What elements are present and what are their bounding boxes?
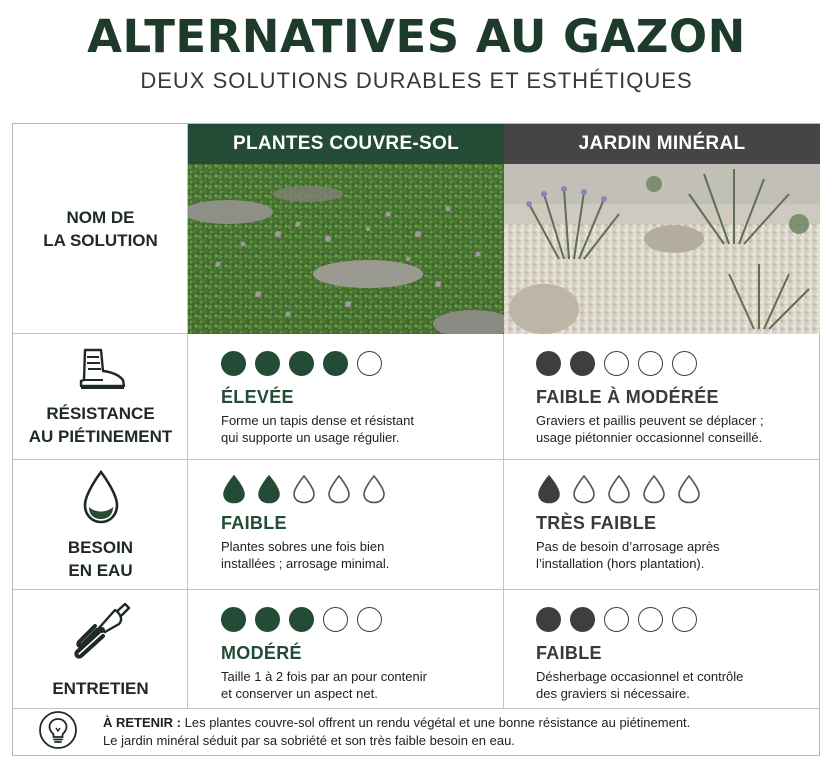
rating-dot-empty: [672, 351, 697, 376]
rating-dot-filled: [536, 351, 561, 376]
rating-level: TRÈS FAIBLE: [536, 513, 657, 533]
description-line: Désherbage occasionnel et contrôle: [536, 669, 744, 684]
rating-dots: [221, 350, 501, 376]
row-label-line: ENTRETIEN: [52, 678, 149, 698]
rating-dots: [536, 350, 818, 376]
rating-drop-empty: [641, 474, 667, 504]
rating-drop-filled: [221, 474, 247, 504]
rating-drops: [536, 476, 818, 502]
mineral-garden-photo: [504, 164, 820, 334]
rating-drop-filled: [536, 474, 562, 504]
description-line: installées ; arrosage minimal.: [221, 556, 390, 571]
rating-dot-filled: [221, 607, 246, 632]
rating-drop-empty: [326, 474, 352, 504]
row-label-maintenance: [13, 590, 188, 709]
row-label-line: NOM DE: [66, 208, 135, 227]
rating-dot-empty: [323, 607, 348, 632]
resistance-mineral-cell: [536, 350, 818, 446]
rating-drop-filled: [256, 474, 282, 504]
rating-description: [536, 538, 818, 572]
row-label-line: EN EAU: [68, 560, 133, 580]
description-line: l’installation (hors plantation).: [536, 556, 705, 571]
row-label-line: LA SOLUTION: [43, 231, 158, 250]
rating-dot-filled: [221, 351, 246, 376]
row-label-solution-name: [13, 124, 188, 334]
maintenance-covers-cell: [221, 606, 501, 702]
rating-description: [221, 412, 501, 446]
rating-dot-filled: [536, 607, 561, 632]
column-header-covers: PLANTES COUVRE-SOL: [188, 124, 504, 164]
rating-description: [536, 668, 818, 702]
water-covers-cell: [221, 476, 501, 572]
takeaway-footer: [13, 709, 819, 755]
rating-description: [221, 538, 501, 572]
description-line: Forme un tapis dense et résistant: [221, 413, 414, 428]
rating-dot-empty: [604, 607, 629, 632]
rating-drops: [221, 476, 501, 502]
rating-level: FAIBLE: [536, 643, 602, 663]
rating-drop-empty: [571, 474, 597, 504]
rating-description: [221, 668, 501, 702]
rating-dot-empty: [638, 607, 663, 632]
rating-dot-empty: [357, 351, 382, 376]
boot-icon: [73, 347, 129, 396]
description-line: Taille 1 à 2 fois par an pour contenir: [221, 669, 427, 684]
description-line: qui supporte un usage régulier.: [221, 430, 400, 445]
rating-level: FAIBLE: [221, 513, 287, 533]
rating-drop-empty: [606, 474, 632, 504]
row-label-line: RÉSISTANCE: [46, 403, 155, 423]
row-label-line: AU PIÉTINEMENT: [28, 426, 173, 446]
rating-dot-empty: [357, 607, 382, 632]
rating-dot-filled: [289, 351, 314, 376]
water-mineral-cell: [536, 476, 818, 572]
rating-drop-empty: [361, 474, 387, 504]
rating-drop-empty: [676, 474, 702, 504]
description-line: usage piétonnier occasionnel conseillé.: [536, 430, 763, 445]
rating-dot-filled: [570, 607, 595, 632]
page-title: ALTERNATIVES AU GAZON: [87, 10, 746, 63]
rating-dot-filled: [289, 607, 314, 632]
takeaway-line: Les plantes couvre-sol offrent un rendu végétal et une bonne résistance au piétinement.: [184, 715, 691, 730]
rating-level: ÉLEVÉE: [221, 387, 294, 407]
rating-dots: [536, 606, 818, 632]
description-line: Pas de besoin d’arrosage après: [536, 539, 720, 554]
rating-dot-empty: [672, 607, 697, 632]
description-line: et conserver un aspect net.: [221, 686, 378, 701]
description-line: Plantes sobres une fois bien: [221, 539, 385, 554]
rating-dot-filled: [570, 351, 595, 376]
comparison-table: [12, 123, 820, 756]
lightbulb-icon: [38, 710, 78, 755]
rating-dot-filled: [255, 351, 280, 376]
resistance-covers-cell: [221, 350, 501, 446]
rating-dots: [221, 606, 501, 632]
pruning-shears-icon: [69, 600, 133, 665]
row-label-resistance: [13, 334, 188, 460]
rating-dot-filled: [255, 607, 280, 632]
page-subtitle: DEUX SOLUTIONS DURABLES ET ESTHÉTIQUES: [140, 68, 693, 93]
rating-dot-empty: [604, 351, 629, 376]
rating-dot-filled: [323, 351, 348, 376]
description-line: Graviers et paillis peuvent se déplacer ;: [536, 413, 764, 428]
row-label-line: BESOIN: [67, 537, 134, 557]
rating-dot-empty: [638, 351, 663, 376]
takeaway-line: Le jardin minéral séduit par sa sobriété et son très faible besoin en eau.: [103, 733, 515, 748]
maintenance-mineral-cell: [536, 606, 818, 702]
ground-cover-photo: [188, 164, 504, 334]
takeaway-label: À RETENIR :: [103, 715, 181, 730]
description-line: des graviers si nécessaire.: [536, 686, 690, 701]
rating-level: MODÉRÉ: [221, 643, 302, 663]
takeaway-note: [103, 714, 690, 750]
rating-description: [536, 412, 818, 446]
column-header-mineral: JARDIN MINÉRAL: [504, 124, 820, 164]
rating-drop-empty: [291, 474, 317, 504]
water-drop-icon: [81, 469, 121, 530]
rating-level: FAIBLE À MODÉRÉE: [536, 387, 719, 407]
row-label-water: [13, 460, 188, 590]
